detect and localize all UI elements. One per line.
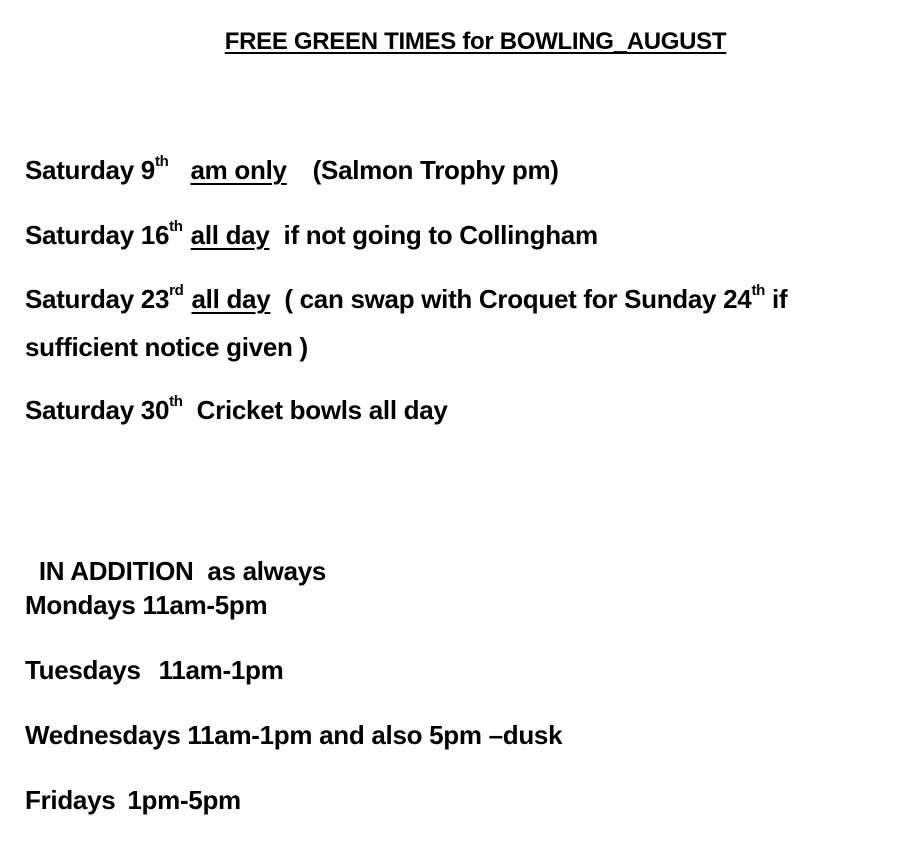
entry-day-suffix: th [169,393,183,411]
weekday-entry-tuesdays [25,655,283,686]
notice-title [0,28,899,56]
weekday-times: 11am-5pm [142,590,268,620]
entry-note: Cricket bowls all day [196,395,448,425]
weekday-day: Tuesdays [25,655,141,685]
saturday-23-entry [25,284,787,315]
entry-day: Saturday 16 [25,220,170,250]
weekday-day: Mondays [25,590,136,620]
entry-note-suffix: th [751,282,766,300]
entry-note: ( can swap with Croquet for Sunday 24 [284,284,752,314]
weekday-entry-mondays [25,590,267,621]
addition-heading [25,525,326,587]
entry-highlight: all day [191,284,271,314]
entry-highlight: am only [190,155,287,185]
entry-day-suffix: rd [169,282,184,300]
entry-day-suffix: th [169,218,183,236]
weekday-times: 1pm-5pm [127,785,241,815]
weekday-day: Wednesdays [25,720,181,750]
saturday-30-entry [25,395,448,426]
saturday-16-entry [25,220,598,251]
saturday-23-entry-continued [25,332,308,363]
entry-note-end: if [765,284,788,314]
weekday-entry-fridays [25,785,241,816]
title-text: FREE GREEN TIMES for BOWLING_AUGUST [224,28,727,55]
weekday-entry-wednesdays [25,720,562,751]
saturday-9-entry [25,155,559,186]
entry-note-line2: sufficient notice given ) [25,332,308,362]
weekday-day: Fridays [25,785,116,815]
entry-day: Saturday 23 [25,284,170,314]
weekday-times: 11am-1pm [158,655,284,685]
entry-note: if not going to Collingham [283,220,598,250]
entry-highlight: all day [190,220,270,250]
entry-day-suffix: th [154,153,169,171]
entry-day: Saturday 30 [25,395,170,425]
weekday-times: 11am-1pm and also 5pm –dusk [187,720,563,750]
entry-note: (Salmon Trophy pm) [312,155,559,185]
entry-day: Saturday 9 [25,155,155,185]
addition-heading-text: IN ADDITION as always [38,556,327,586]
